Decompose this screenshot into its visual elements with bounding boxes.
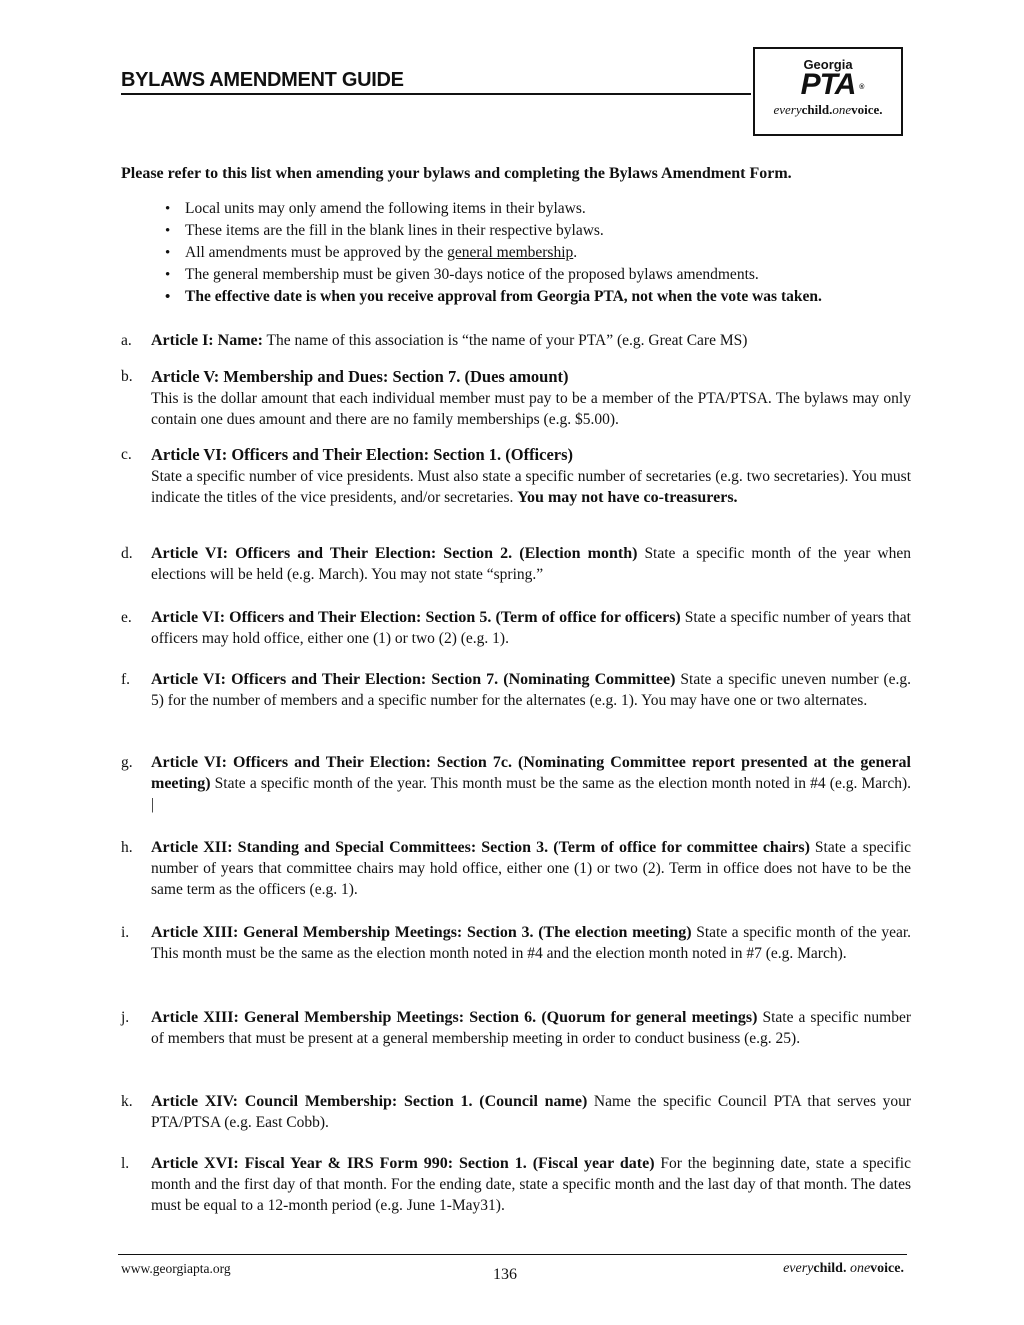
item-g <box>121 752 911 815</box>
item-heading: Article XII: Standing and Special Committees: Section 3. (Term of office for committee chairs) <box>151 839 810 856</box>
item-text: State a specific month of the year. This month must be the same as the election month noted in #4 (e.g. March). | <box>151 775 911 813</box>
item-heading: Article XIII: General Membership Meetings: Section 3. (The election meeting) <box>151 924 692 941</box>
item-k <box>121 1091 911 1133</box>
item-text: State a specific month of the year. This month must be the same as the election month noted in #4 and the election month noted in #7 (e.g. March). <box>151 924 912 962</box>
item-text: State a specific number of years that officers may hold office, either one (1) or two (2) (e.g. 1). <box>151 609 911 647</box>
item-text: State a specific number of years that committee chairs may hold office, either one (1) or two (2). Term in office does not have to be the same term as the officers (e.g. 1). <box>151 839 912 898</box>
item-heading: Article V: Membership and Dues: Section 7. (Dues amount) <box>151 367 569 386</box>
item-text: For the beginning date, state a specific month and the first day of that month. For the ending date, state a specific month and the last day of that month. The dates must be equal to a 12-month period (e.g. June 1-May31). <box>151 1155 911 1214</box>
logo-tag-child: child. <box>801 102 833 117</box>
rule-item: • These items are the fill in the blank lines in their respective bylaws. <box>165 220 955 242</box>
item-h <box>121 837 911 900</box>
rules-list <box>165 198 955 308</box>
item-heading: Article VI: Officers and Their Election: Section 2. (Election month) <box>151 545 638 562</box>
footer-tag-voice: voice. <box>870 1261 904 1276</box>
item-letter: e. <box>121 609 132 626</box>
item-d <box>121 543 911 585</box>
georgia-pta-logo <box>753 47 903 136</box>
footer-tagline <box>783 1261 904 1277</box>
item-letter: j. <box>121 1009 130 1026</box>
item-text-emphasis: You may not have co-treasurers. <box>517 489 738 506</box>
item-heading: Article VI: Officers and Their Election: Section 7c. (Nominating Committee report presented at the general meeting) <box>151 754 911 792</box>
item-i <box>121 922 911 964</box>
item-text: Name the specific Council PTA that serves your PTA/PTSA (e.g. East Cobb). <box>151 1093 912 1131</box>
footer-tag-one: one <box>849 1261 871 1276</box>
logo-wordmark <box>800 68 864 101</box>
logo-tag-one: one <box>832 102 852 117</box>
general-membership-link: general membership <box>447 244 574 261</box>
item-c <box>121 444 911 508</box>
logo-pta: PTA <box>800 68 856 101</box>
item-letter: a. <box>121 332 132 349</box>
item-j <box>121 1007 911 1049</box>
logo-tag-voice: voice. <box>851 102 883 117</box>
item-f <box>121 669 911 711</box>
rule-item: • Local units may only amend the following items in their bylaws. <box>165 198 955 220</box>
logo-tagline <box>755 102 901 118</box>
rule-text: All amendments must be approved by the <box>185 244 448 261</box>
item-heading: Article XIII: General Membership Meetings: Section 6. (Quorum for general meetings) <box>151 1009 758 1026</box>
item-letter: f. <box>121 671 131 688</box>
item-letter: l. <box>121 1155 130 1172</box>
item-text: State a specific number of vice presidents. Must also state a specific number of secretaries (e.g. two secretaries). You must indicate the titles of the vice presidents, and/or secretaries. <box>151 468 911 506</box>
item-l <box>121 1153 911 1216</box>
item-letter: d. <box>121 545 133 562</box>
rule-item-emphasis: • The effective date is when you receive approval from Georgia PTA, not when the vote was taken. <box>165 286 955 308</box>
rule-item <box>165 242 955 264</box>
item-text: The name of this association is “the name of your PTA” (e.g. Great Care MS) <box>262 332 748 349</box>
footer-tag-every: every <box>783 1261 814 1276</box>
logo-registered-mark: ® <box>859 84 864 91</box>
footer-tag-child: child. <box>813 1261 847 1276</box>
item-letter: k. <box>121 1093 133 1110</box>
rule-text-end: . <box>573 244 578 261</box>
item-e <box>121 607 911 649</box>
item-heading: Article VI: Officers and Their Election: Section 1. (Officers) <box>151 445 574 464</box>
item-heading: Article I: Name: <box>151 332 263 349</box>
footer-divider <box>118 1254 907 1255</box>
item-text: State a specific month of the year when elections will be held (e.g. March). You may not state “spring.” <box>151 545 911 583</box>
intro-text: Please refer to this list when amending your bylaws and completing the Bylaws Amendment Form. <box>121 165 792 182</box>
item-text: State a specific uneven number (e.g. 5) for the number of members and a specific number for the alternates (e.g. 1). You may have one or two alternates. <box>151 671 912 709</box>
item-letter: i. <box>121 924 130 941</box>
page-title: BYLAWS AMENDMENT GUIDE <box>121 68 751 95</box>
item-heading: Article XVI: Fiscal Year & IRS Form 990: Section 1. (Fiscal year date) <box>151 1155 655 1172</box>
item-letter: c. <box>121 446 132 463</box>
logo-tag-every: every <box>773 102 802 117</box>
item-a <box>121 330 911 351</box>
item-text: This is the dollar amount that each individual member must pay to be a member of the PTA/PTSA. The bylaws may only contain one dues amount and there are no family memberships (e.g. $5.00). <box>151 390 911 428</box>
logo-state: Georgia <box>803 57 853 72</box>
rule-item: • The general membership must be given 30-days notice of the proposed bylaws amendments. <box>165 264 955 286</box>
footer-url: www.georgiapta.org <box>121 1261 231 1276</box>
item-text: State a specific number of members that must be present at a general membership meeting in order to conduct business (e.g. 25). <box>151 1009 912 1047</box>
item-b <box>121 366 911 430</box>
item-heading: Article VI: Officers and Their Election: Section 7. (Nominating Committee) <box>151 671 676 688</box>
item-letter: g. <box>121 754 133 771</box>
item-letter: b. <box>121 368 133 385</box>
item-heading: Article VI: Officers and Their Election: Section 5. (Term of office for officers) <box>151 609 681 626</box>
page-number: 136 <box>493 1266 517 1283</box>
item-letter: h. <box>121 839 133 856</box>
item-heading: Article XIV: Council Membership: Section 1. (Council name) <box>151 1093 588 1110</box>
